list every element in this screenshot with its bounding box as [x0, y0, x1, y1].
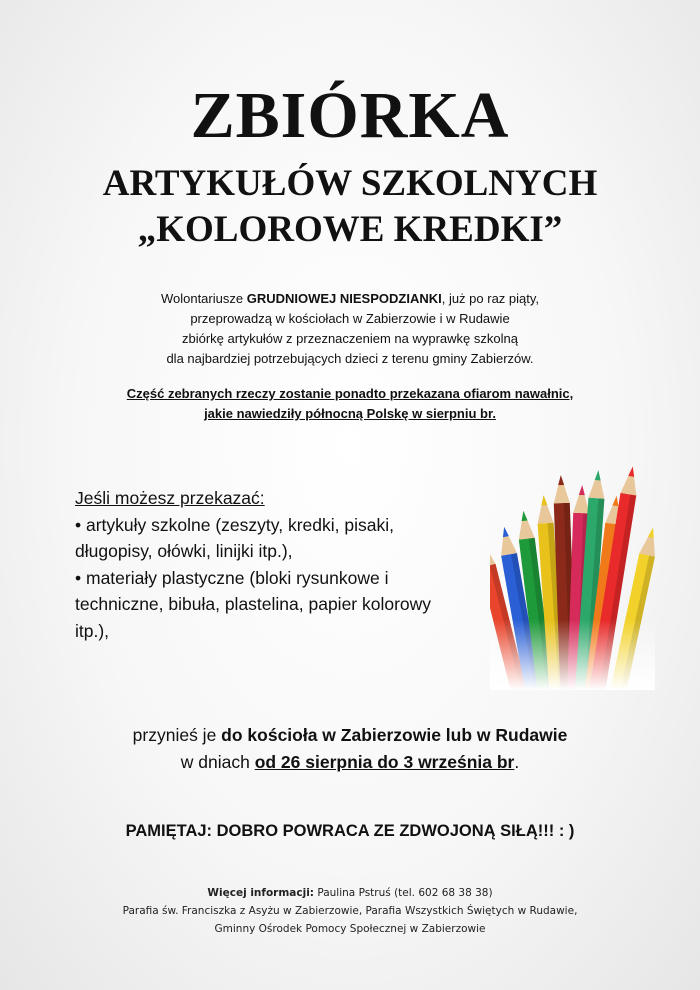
footer-organizers: Parafia św. Franciszka z Asyżu w Zabierzowie, Parafia Wszystkich Świętych w Rudawie, — [122, 905, 578, 917]
motto: PAMIĘTAJ: DOBRO POWRACA ZE ZDWOJONĄ SIŁĄ!!! : ) — [125, 822, 575, 840]
footer-organizers: Gminny Ośrodek Pomocy Społecznej w Zabierzowie — [214, 923, 486, 935]
title-main: ZBIÓRKA — [190, 79, 510, 152]
footer-label: Więcej informacji: — [207, 887, 315, 899]
title-campaign-name: „KOLOROWE KREDKI” — [137, 209, 563, 250]
drop-off-dates: od 26 sierpnia do 3 września br — [254, 752, 515, 772]
footer-contact — [0, 884, 700, 938]
drop-off-text: przynieś je — [132, 725, 222, 745]
drop-off-location: do kościoła w Zabierzowie lub w Rudawie — [221, 725, 568, 745]
list-item: długopisy, ołówki, linijki itp.), — [75, 541, 293, 561]
intro-text: zbiórkę artykułów z przeznaczeniem na wyprawkę szkolną — [182, 331, 518, 346]
drop-off-text: . — [514, 752, 520, 772]
title-subtitle: ARTYKUŁÓW SZKOLNYCH — [102, 163, 598, 204]
intro-text: Wolontariusze — [160, 291, 247, 306]
list-item: itp.), — [75, 620, 110, 641]
note-paragraph — [0, 384, 700, 424]
list-item: techniczne, bibuła, plastelina, papier kolorowy — [75, 594, 432, 614]
note-text: jakie nawiedziły północną Polskę w sierpniu br. — [204, 406, 496, 421]
note-text: Część zebranych rzeczy zostanie ponadto przekazana ofiarom nawałnic, — [126, 386, 574, 401]
intro-text: dla najbardziej potrzebujących dzieci z terenu gminy Zabierzów. — [166, 351, 534, 366]
organizer-name: GRUDNIOWEJ NIESPODZIANKI — [246, 291, 442, 306]
drop-off-text: w dniach — [180, 752, 255, 772]
footer-contact-person: Paulina Pstruś (tel. 602 68 38 38) — [314, 887, 493, 899]
donation-list-heading: Jeśli możesz przekazać: — [75, 488, 265, 508]
list-item: • materiały plastyczne (bloki rysunkowe i — [75, 567, 389, 588]
intro-paragraph — [0, 289, 700, 369]
drop-off-info — [0, 722, 700, 776]
list-item: • artykuły szkolne (zeszyty, kredki, pisaki, — [75, 514, 394, 535]
colored-pencils-icon — [490, 455, 655, 690]
intro-text: , już po raz piąty, — [441, 291, 540, 306]
donation-list — [75, 485, 475, 644]
intro-text: przeprowadzą w kościołach w Zabierzowie i w Rudawie — [190, 311, 510, 326]
